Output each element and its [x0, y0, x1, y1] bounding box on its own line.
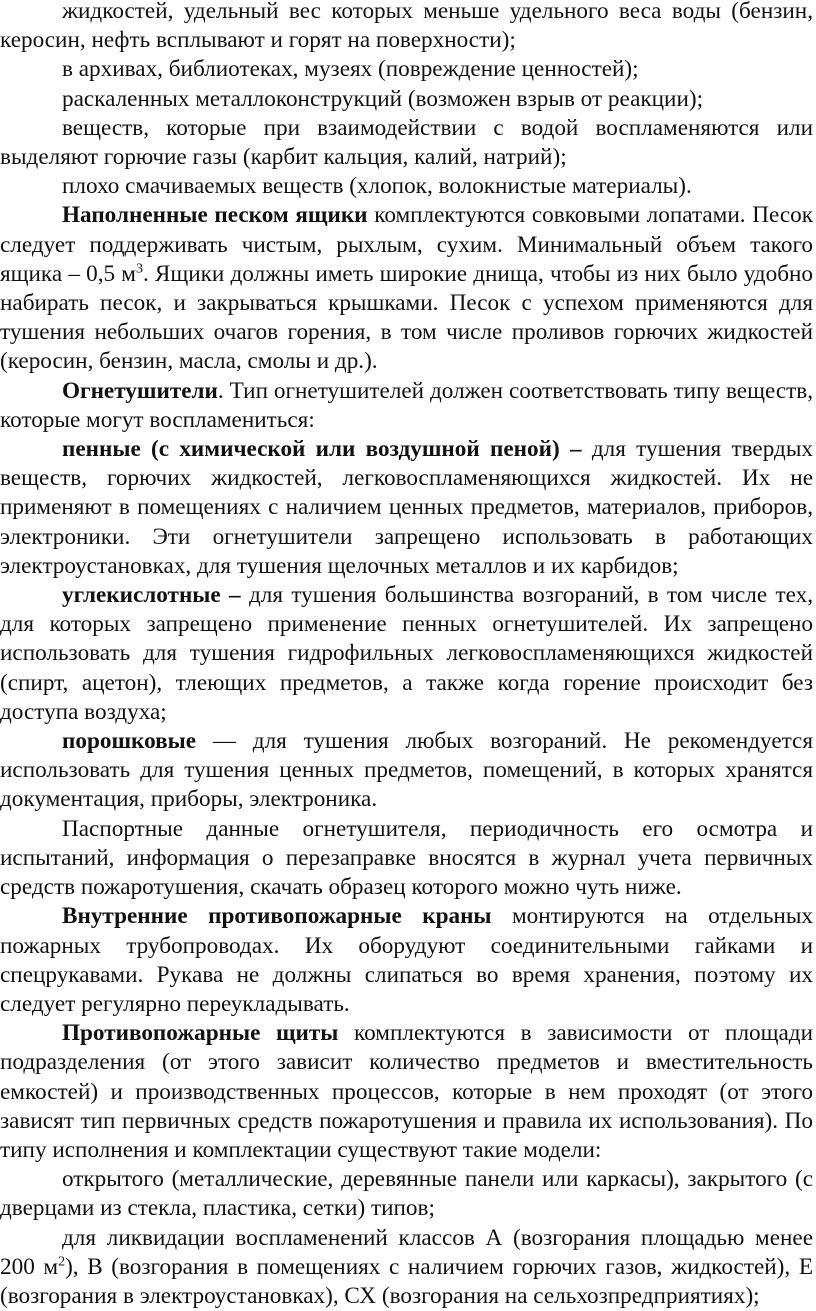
paragraph-classes: [0, 1224, 813, 1311]
superscript: 3: [135, 261, 143, 277]
bold-term: пенные (с химической или воздушной пеной) –: [62, 436, 582, 463]
paragraph-sand-boxes: [0, 201, 813, 376]
text-run: раскаленных металлоконструкций (возможен взрыв от реакции);: [62, 85, 704, 112]
paragraph: [0, 1165, 813, 1223]
bold-term: Противопожарные щиты: [62, 1020, 339, 1047]
text-run: для ликвидации воспламенений классов А (возгорания площадью менее 200 м: [0, 1224, 813, 1280]
bold-term: Внутренние противопожарные краны: [62, 903, 492, 930]
text-run: веществ, которые при взаимодействии с водой воспламеняются или выделяют горючие газы (карбит кальция, калий, натрий);: [0, 114, 813, 171]
bold-term: Наполненные песком ящики: [62, 202, 368, 229]
paragraph-co2: [0, 581, 813, 727]
bold-term: углекислотные –: [62, 582, 241, 609]
paragraph: [0, 172, 813, 201]
paragraph: [0, 85, 813, 114]
text-run: . Тип огнетушителей должен соответствовать типу веществ, которые могут воспламениться:: [0, 377, 813, 433]
paragraph: [0, 55, 813, 84]
paragraph-fire-boards: [0, 1019, 813, 1165]
text-run: жидкостей, удельный вес которых меньше удельного веса воды (бензин, керосин, нефть всплывают и горят на поверхности);: [0, 0, 813, 54]
text-run: в архивах, библиотеках, музеях (повреждение ценностей);: [62, 56, 639, 83]
text-run: для тушения твердых веществ, горючих жидкостей, легковоспламеняющихся жидкостей. Их не применяют в помещениях с наличием ценных предметов, материалов, приборов, электроники. Эти огнетушители запрещено использовать в работающих электроустановках, для тушения щелочных металлов и их карбидов;: [0, 436, 813, 579]
text-run: открытого (металлические, деревянные панели или каркасы), закрытого (с дверцами из стекла, пластика, сетки) типов;: [0, 1166, 813, 1222]
text-run: Паспортные данные огнетушителя, периодичность его осмотра и испытаний, информация о перезаправке вносятся в журнал учета первичных средств пожаротушения, скачать образец которого можно чуть ниже.: [0, 815, 813, 901]
paragraph: [0, 0, 813, 55]
text-run: комплектуются в зависимости от площади подразделения (от этого зависит количество предметов и вместительность емкостей) и производственных процессов, которые в нем проходят (от этого зависят тип первичных средств пожаротушения и правила их использования). По типу исполнения и комплектации существуют такие модели:: [0, 1020, 813, 1163]
text-run: — для тушения любых возгораний. Не рекомендуется использовать для тушения ценных предметов, помещений, в которых хранятся документация, приборы, электроника.: [0, 728, 813, 813]
text-run: плохо смачиваемых веществ (хлопок, волокнистые материалы).: [62, 173, 692, 200]
text-run: комплектуются совковыми лопатами. Песок следует поддерживать чистым, рыхлым, сухим. Минимальный объем такого ящика – 0,5 м: [0, 202, 813, 287]
paragraph-hydrants: [0, 902, 813, 1019]
text-run: . Ящики должны иметь широкие днища, чтобы из них было удобно набирать песок, и закрываться крышками. Песок с успехом применяются для тушения небольших очагов горения, в том числе проливов горючих жидкостей (керосин, бензин, масла, смолы и др.).: [0, 260, 813, 375]
paragraph-powder: [0, 727, 813, 815]
text-run: монтируются на отдельных пожарных трубопроводах. Их оборудуют соединительными гайками и спецрукавами. Рукава не должны слипаться во время хранения, поэтому их следует регулярно переукладывать.: [0, 903, 814, 1017]
paragraph: [0, 114, 813, 172]
paragraph-extinguishers: [0, 377, 813, 435]
superscript: 2: [58, 1254, 66, 1269]
bold-term: порошковые: [62, 728, 197, 755]
paragraph-foam: [0, 435, 813, 581]
bold-term: Огнетушители: [62, 377, 218, 404]
text-run: для тушения большинства возгораний, в том числе тех, для которых запрещено применение пенных огнетушителей. Их запрещено использовать для тушения гидрофильных легковоспламеняющихся жидкостей (спирт, ацетон), тлеющих предметов, а также когда горение происходит без доступа воздуха;: [0, 582, 813, 725]
text-run: ), В (возгорания в помещениях с наличием горючих газов, жидкостей), Е (возгорания в электроустановках), СХ (возгорания на сельхозпредприятиях);: [0, 1253, 813, 1309]
paragraph: [0, 815, 813, 903]
